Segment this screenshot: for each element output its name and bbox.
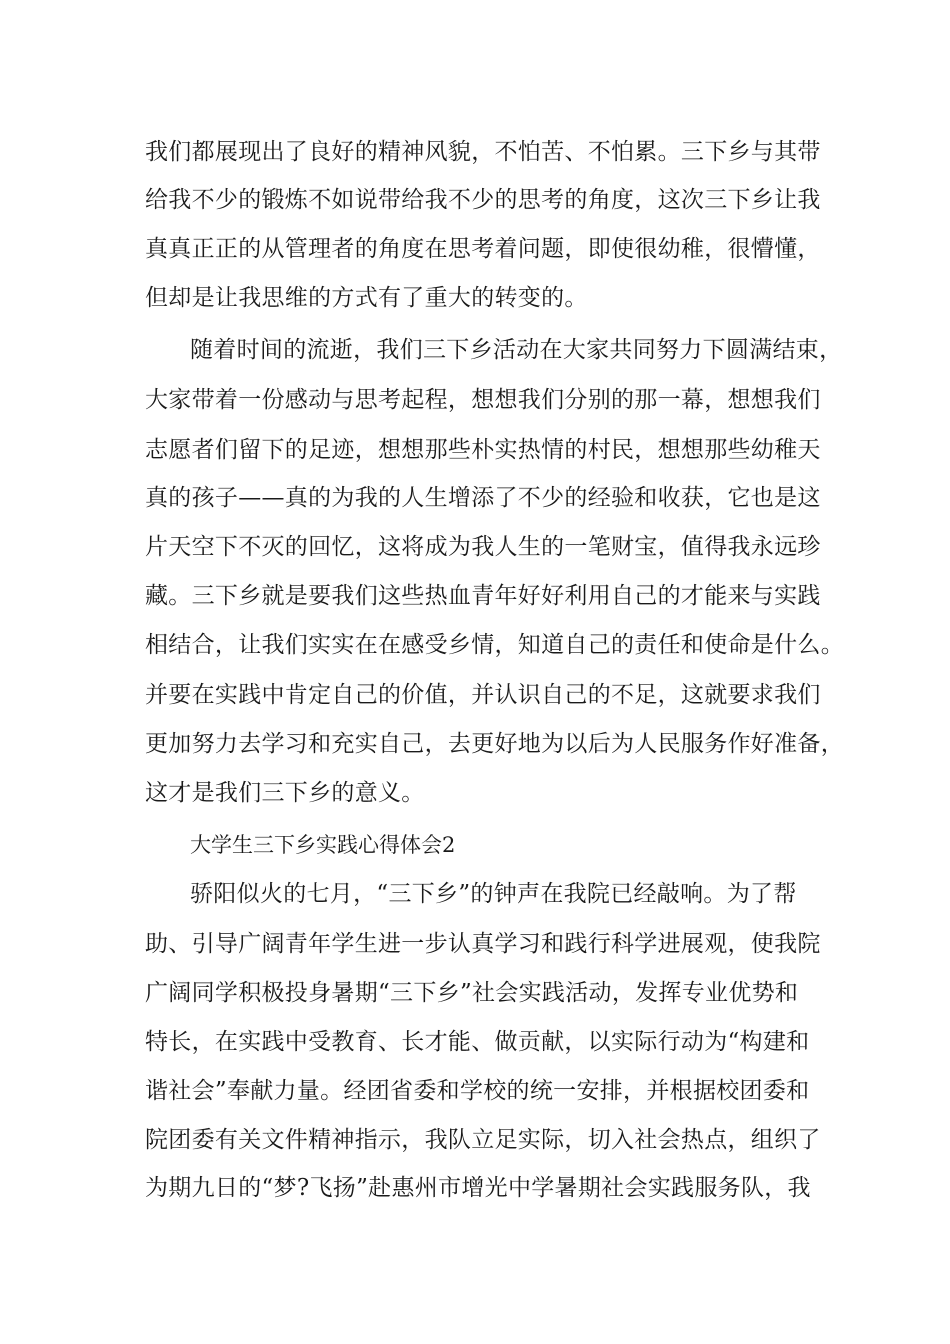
paragraph-line: 随着时间的流逝，我们三下乡活动在大家共同努力下圆满结束， — [190, 337, 843, 363]
paragraph-line: 真真正正的从管理者的角度在思考着问题，即使很幼稚，很懵懂， — [145, 236, 821, 262]
paragraph-line: 特长，在实践中受教育、长才能、做贡献，以实际行动为“构建和 — [145, 1029, 810, 1055]
paragraph-line: 给我不少的锻炼不如说带给我不少的思考的角度，这次三下乡让我 — [145, 187, 821, 213]
paragraph-line: 志愿者们留下的足迹，想想那些朴实热情的村民，想想那些幼稚天 — [145, 437, 821, 463]
paragraph-line: 为期九日的“梦?飞扬”赴惠州市增光中学暑期社会实践服务队，我 — [145, 1175, 811, 1201]
paragraph-line: 这才是我们三下乡的意义。 — [145, 780, 425, 806]
paragraph-line: 大家带着一份感动与思考起程，想想我们分别的那一幕，想想我们 — [145, 387, 821, 413]
paragraph-line: 广阔同学积极投身暑期“三下乡”社会实践活动，发挥专业优势和 — [145, 980, 799, 1006]
paragraph-line: 谐社会”奉献力量。经团省委和学校的统一安排，并根据校团委和 — [145, 1078, 810, 1104]
paragraph-line: 藏。三下乡就是要我们这些热血青年好好利用自己的才能来与实践 — [145, 583, 821, 609]
paragraph-line: 相结合，让我们实实在在感受乡情，知道自己的责任和使命是什么。 — [145, 632, 844, 658]
section-heading: 大学生三下乡实践心得体会2 — [190, 833, 456, 857]
paragraph-line: 但却是让我思维的方式有了重大的转变的。 — [145, 285, 588, 311]
paragraph-line: 真的孩子——真的为我的人生增添了不少的经验和收获，它也是这 — [145, 485, 821, 511]
paragraph-line: 片天空下不灭的回忆，这将成为我人生的一笔财宝，值得我永远珍 — [145, 534, 821, 560]
paragraph-line: 助、引导广阔青年学生进一步认真学习和践行科学进展观，使我院 — [145, 931, 821, 957]
paragraph-line: 院团委有关文件精神指示，我队立足实际，切入社会热点，组织了 — [145, 1127, 821, 1153]
paragraph-line: 我们都展现出了良好的精神风貌，不怕苦、不怕累。三下乡与其带 — [145, 139, 821, 165]
paragraph-line: 骄阳似火的七月，“三下乡”的钟声在我院已经敲响。为了帮 — [190, 881, 797, 907]
paragraph-line: 并要在实践中肯定自己的价值，并认识自己的不足，这就要求我们 — [145, 682, 821, 708]
paragraph-line: 更加努力去学习和充实自己，去更好地为以后为人民服务作好准备， — [145, 731, 844, 757]
